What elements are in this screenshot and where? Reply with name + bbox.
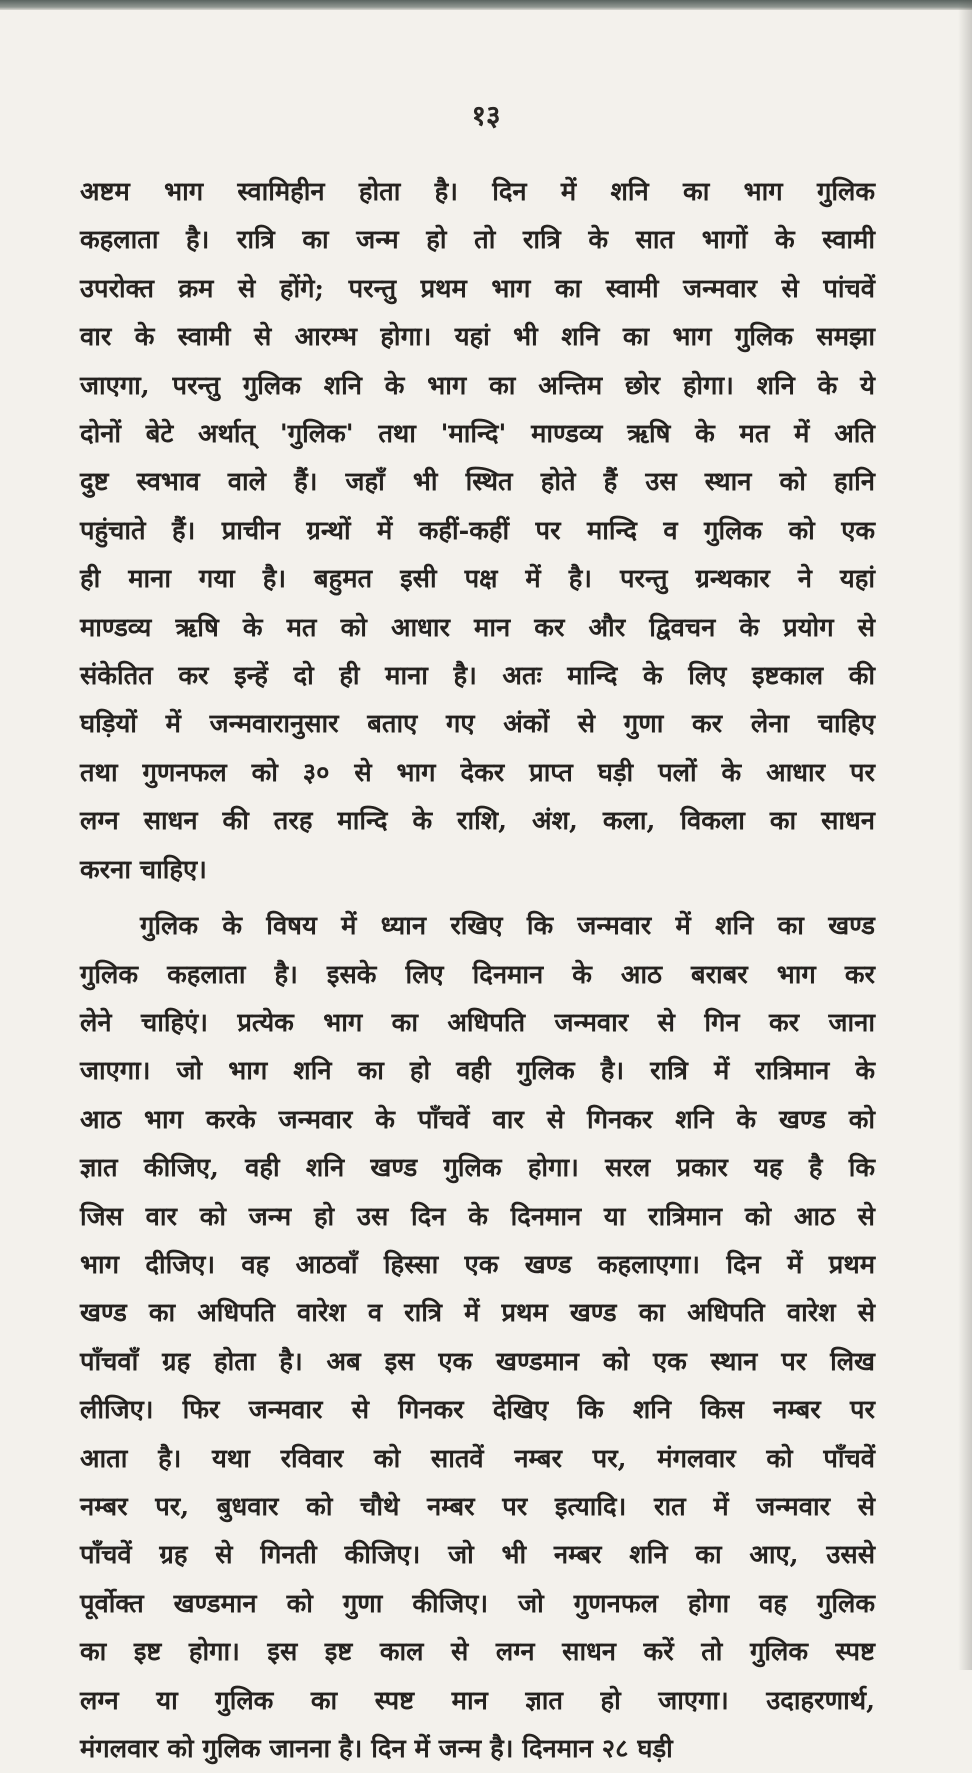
text-line: नम्बर पर, बुधवार को चौथे नम्बर पर इत्यादि। रात में जन्मवार से: [80, 1491, 875, 1522]
paragraph: [80, 168, 875, 894]
text-line: आता है। यथा रविवार को सातवें नम्बर पर, मंगलवार को पाँचवें: [80, 1443, 875, 1474]
text-line: पाँचवें ग्रह से गिनती कीजिए। जो भी नम्बर शनि का आए, उससे: [80, 1540, 875, 1571]
text-line: घड़ियों में जन्मवारानुसार बताए गए अंकों से गुणा कर लेना चाहिए: [80, 709, 875, 740]
text-line: आठ भाग करके जन्मवार के पाँचवें वार से गिनकर शनि के खण्ड को: [80, 1104, 875, 1135]
text-line: जिस वार को जन्म हो उस दिन के दिनमान या रात्रिमान को आठ से: [80, 1201, 875, 1232]
text-line: उपरोक्त क्रम से होंगे; परन्तु प्रथम भाग का स्वामी जन्मवार से पांचवें: [80, 273, 875, 304]
page-edge-shadow: [958, 0, 972, 1670]
text-line: का इष्ट होगा। इस इष्ट काल से लग्न साधन करें तो गुलिक स्पष्ट: [80, 1637, 875, 1668]
text-line: माण्डव्य ऋषि के मत को आधार मान कर और द्विवचन के प्रयोग से: [80, 612, 875, 643]
text-line: लग्न साधन की तरह मान्दि के राशि, अंश, कला, विकला का साधन: [80, 806, 875, 837]
page-body: [80, 168, 875, 1773]
text-line: पहुंचाते हैं। प्राचीन ग्रन्थों में कहीं-कहीं पर मान्दि व गुलिक को एक: [80, 515, 875, 546]
text-line: जाएगा, परन्तु गुलिक शनि के भाग का अन्तिम छोर होगा। शनि के ये: [80, 370, 875, 401]
text-line: संकेतित कर इन्हें दो ही माना है। अतः मान्दि के लिए इष्टकाल की: [80, 661, 875, 692]
text-line: गुलिक के विषय में ध्यान रखिए कि जन्मवार में शनि का खण्ड: [140, 911, 875, 942]
page-top-edge: [0, 0, 972, 10]
text-line: जाएगा। जो भाग शनि का हो वही गुलिक है। रात्रि में रात्रिमान के: [80, 1056, 875, 1087]
text-line: पूर्वोक्त खण्डमान को गुणा कीजिए। जो गुणनफल होगा वह गुलिक: [80, 1588, 875, 1619]
text-line: लीजिए। फिर जन्मवार से गिनकर देखिए कि शनि किस नम्बर पर: [80, 1395, 875, 1426]
text-line: खण्ड का अधिपति वारेश व रात्रि में प्रथम खण्ड का अधिपति वारेश से: [80, 1298, 875, 1329]
text-line: पाँचवाँ ग्रह होता है। अब इस एक खण्डमान को एक स्थान पर लिख: [80, 1346, 875, 1377]
text-line: तथा गुणनफल को ३० से भाग देकर प्राप्त घड़ी पलों के आधार पर: [80, 757, 875, 788]
page-number: १३: [471, 99, 501, 132]
paragraph: [80, 902, 875, 1773]
text-line: मंगलवार को गुलिक जानना है। दिन में जन्म है। दिनमान २८ घड़ी: [80, 1734, 673, 1764]
text-line: गुलिक कहलाता है। इसके लिए दिनमान के आठ बराबर भाग कर: [80, 959, 875, 990]
text-line: दोनों बेटे अर्थात् 'गुलिक' तथा 'मान्दि' माण्डव्य ऋषि के मत में अति: [80, 419, 875, 450]
text-line: कहलाता है। रात्रि का जन्म हो तो रात्रि के सात भागों के स्वामी: [80, 225, 875, 256]
text-line: भाग दीजिए। वह आठवाँ हिस्सा एक खण्ड कहलाएगा। दिन में प्रथम: [80, 1249, 875, 1280]
text-line: लग्न या गुलिक का स्पष्ट मान ज्ञात हो जाएगा। उदाहरणार्थ,: [80, 1685, 875, 1716]
text-line: करना चाहिए।: [80, 854, 207, 885]
text-line: अष्टम भाग स्वामिहीन होता है। दिन में शनि का भाग गुलिक: [80, 177, 875, 207]
text-line: दुष्ट स्वभाव वाले हैं। जहाँ भी स्थित होते हैं उस स्थान को हानि: [80, 467, 875, 498]
text-line: लेने चाहिएं। प्रत्येक भाग का अधिपति जन्मवार से गिन कर जाना: [80, 1007, 875, 1038]
text-line: वार के स्वामी से आरम्भ होगा। यहां भी शनि का भाग गुलिक समझा: [80, 322, 875, 353]
text-line: ज्ञात कीजिए, वही शनि खण्ड गुलिक होगा। सरल प्रकार यह है कि: [80, 1153, 875, 1184]
text-line: ही माना गया है। बहुमत इसी पक्ष में है। परन्तु ग्रन्थकार ने यहां: [80, 564, 875, 595]
